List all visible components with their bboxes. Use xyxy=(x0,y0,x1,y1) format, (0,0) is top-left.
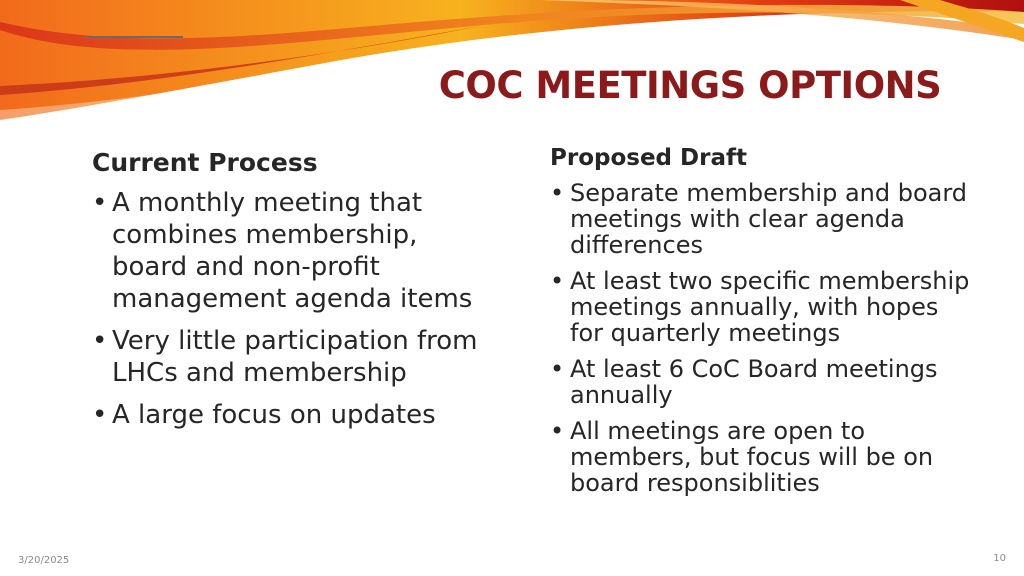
current-process-list xyxy=(92,187,492,431)
proposed-draft-column xyxy=(550,145,970,506)
page-number: 10 xyxy=(993,553,1006,564)
current-process-heading: Current Process xyxy=(92,148,318,177)
list-item: • At least two specific membership meetings annually, with hopes for quarterly meetings xyxy=(550,268,970,346)
list-item: • Separate membership and board meetings with clear agenda differences xyxy=(550,180,970,258)
footer-date: 3/20/2025 xyxy=(18,555,70,566)
list-item: • A large focus on updates xyxy=(92,399,492,431)
list-item: • A monthly meeting that combines membership, board and non-profit management agenda items xyxy=(92,187,492,315)
list-item: • At least 6 CoC Board meetings annually xyxy=(550,356,970,408)
slide-title: COC MEETINGS OPTIONS xyxy=(438,64,942,107)
decorative-rule xyxy=(85,36,183,38)
current-process-column xyxy=(92,148,492,441)
proposed-draft-heading: Proposed Draft xyxy=(550,145,747,171)
proposed-draft-list xyxy=(550,180,970,496)
list-item: • All meetings are open to members, but focus will be on board responsiblities xyxy=(550,418,970,496)
list-item: • Very little participation from LHCs and membership xyxy=(92,325,492,389)
